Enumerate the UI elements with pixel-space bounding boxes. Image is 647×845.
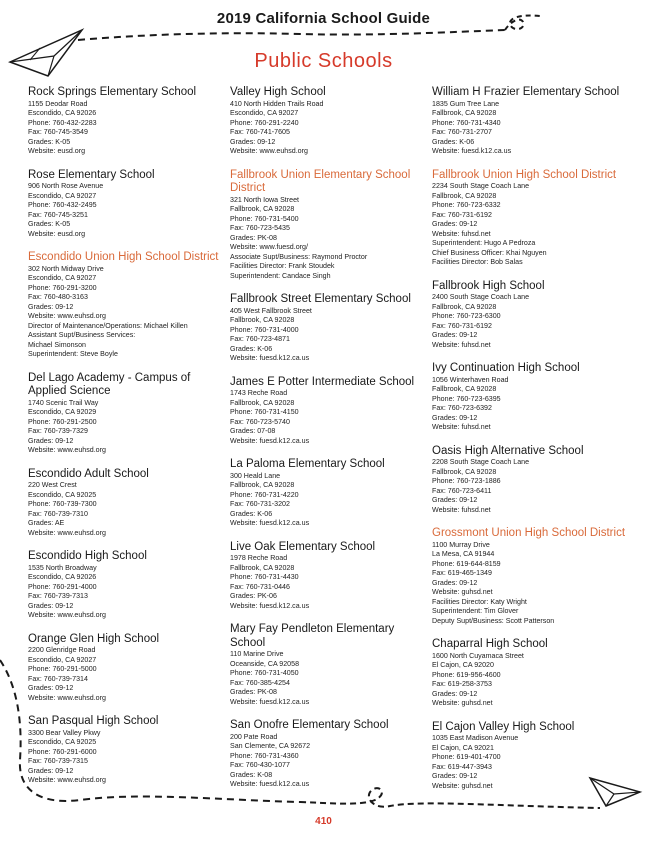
detail-line: Grades: K-08 [230, 770, 273, 779]
entry-details [432, 652, 632, 709]
district-entry [432, 527, 632, 626]
school-entry [432, 445, 632, 516]
school-name: Orange Glen High School [28, 632, 160, 645]
detail-line: Phone: 760-291-6000 [28, 747, 97, 756]
detail-line: Website: www.euhsd.org [28, 446, 106, 454]
school-entry [28, 169, 228, 240]
school-name: Valley High School [230, 86, 326, 98]
detail-line: Website: www.euhsd.org [28, 611, 106, 619]
entry-details [28, 729, 228, 786]
district-name: Fallbrook Union Elementary School District [230, 168, 411, 194]
detail-line: Grades: 09-12 [432, 413, 478, 422]
entry-details [230, 650, 430, 707]
entry-details [28, 399, 228, 456]
detail-line: 321 North Iowa Street [230, 195, 300, 204]
school-entry [28, 372, 228, 456]
school-entry [230, 623, 430, 707]
school-entry [28, 550, 228, 621]
detail-line: Fax: 760-480-3163 [28, 293, 88, 301]
detail-line: Fallbrook, CA 92028 [432, 467, 497, 476]
column-3 [432, 86, 632, 803]
detail-line: Fax: 760-731-6192 [432, 321, 492, 330]
detail-line: Website: www.euhsd.org [28, 312, 106, 320]
detail-line: Website: www.euhsd.org [28, 776, 106, 784]
detail-line: Grades: K-05 [28, 220, 71, 228]
detail-line: Escondido, CA 92026 [28, 109, 97, 117]
entry-details [432, 293, 632, 350]
detail-line: Fax: 760-430-1077 [230, 761, 290, 769]
detail-line: Phone: 760-723-6395 [432, 394, 501, 403]
detail-line: 1535 North Broadway [28, 563, 97, 572]
entry-details [28, 564, 228, 621]
detail-line: 2234 South Stage Coach Lane [432, 182, 530, 190]
detail-line: 300 Heald Lane [230, 471, 281, 480]
school-name: San Pasqual High School [28, 715, 159, 727]
detail-line: Website: www.euhsd.org [28, 528, 106, 537]
detail-line: Website: fuesd.k12.ca.us [230, 436, 310, 445]
entry-details [432, 734, 632, 791]
district-entry [432, 169, 632, 268]
school-name: Escondido Adult School [28, 467, 149, 480]
detail-line: Fax: 760-723-6392 [432, 404, 492, 412]
detail-line: 1743 Reche Road [230, 389, 288, 397]
entry-details [230, 554, 430, 611]
detail-line: 405 West Fallbrook Street [230, 306, 312, 315]
entry-details [432, 100, 632, 157]
column-1 [28, 86, 228, 798]
detail-line: Fallbrook, CA 92028 [432, 385, 497, 393]
school-name: Del Lago Academy - Campus of Applied Science [28, 371, 191, 397]
detail-line: Fax: 760-731-3202 [230, 500, 290, 508]
detail-line: Website: fuhsd.net [432, 340, 491, 349]
detail-line: Grades: 09-12 [432, 496, 478, 504]
school-entry [230, 719, 430, 790]
detail-line: Fax: 760-741-7605 [230, 128, 290, 136]
entry-details [28, 265, 228, 360]
school-name: La Paloma Elementary School [230, 458, 385, 470]
entry-details [230, 307, 430, 364]
detail-line: La Mesa, CA 91944 [432, 550, 495, 558]
detail-line: 2400 South Stage Coach Lane [432, 293, 530, 301]
detail-line: Fax: 619-447-3943 [432, 762, 492, 771]
school-name: Fallbrook High School [432, 279, 545, 292]
detail-line: El Cajon, CA 92021 [432, 743, 494, 752]
detail-line: 110 Marine Drive [230, 650, 284, 658]
detail-line: Website: fuesd.k12.ca.us [230, 601, 310, 610]
detail-line: Website: www.fuesd.org/ [230, 243, 308, 251]
detail-line: Website: fuesd.k12.ca.us [230, 780, 310, 788]
detail-line: 1978 Reche Road [230, 554, 288, 562]
detail-line: 2208 South Stage Coach Lane [432, 458, 530, 466]
detail-line: Website: www.euhsd.org [230, 147, 308, 155]
detail-line: Website: fuesd.k12.ca.us [230, 697, 310, 706]
detail-line: Facilities Director: Bob Salas [432, 258, 523, 266]
detail-line: Website: fuesd.k12.ca.us [432, 147, 512, 155]
column-2 [230, 86, 430, 802]
school-entry [230, 293, 430, 364]
school-entry [432, 280, 632, 351]
detail-line: Facilities Director: Katy Wright [432, 597, 527, 606]
detail-line: Associate Supt/Business: Raymond Proctor [230, 252, 368, 261]
detail-line: Grades: 07-08 [230, 427, 276, 435]
detail-line: Fax: 619-465-1349 [432, 569, 492, 577]
school-entry [432, 638, 632, 709]
entry-details [230, 472, 430, 529]
detail-line: Grades: 09-12 [432, 331, 478, 339]
school-entry [230, 86, 430, 157]
detail-line: Website: eusd.org [28, 147, 86, 155]
entry-details [28, 646, 228, 703]
entry-details [432, 458, 632, 515]
detail-line: Phone: 760-291-3200 [28, 283, 97, 292]
detail-line: Grades: K-06 [230, 509, 273, 518]
entry-details [28, 481, 228, 538]
detail-line: Fallbrook, CA 92028 [432, 302, 497, 311]
school-name: Rose Elementary School [28, 168, 155, 181]
detail-line: 1740 Scenic Trail Way [28, 398, 99, 407]
district-name: Fallbrook Union High School District [432, 168, 617, 181]
detail-line: Phone: 760-291-2500 [28, 417, 97, 426]
detail-line: Website: fuesd.k12.ca.us [230, 354, 310, 362]
detail-line: Grades: 09-12 [28, 601, 74, 610]
detail-line: Phone: 760-432-2283 [28, 118, 97, 127]
detail-line: Escondido, CA 92027 [28, 274, 97, 282]
detail-line: 1600 North Cuyamaca Street [432, 651, 524, 660]
detail-line: Phone: 760-731-4000 [230, 325, 299, 334]
detail-line: 200 Pate Road [230, 732, 278, 741]
detail-line: Fallbrook, CA 92028 [230, 316, 295, 324]
school-entry [432, 362, 632, 433]
school-name: San Onofre Elementary School [230, 719, 389, 731]
detail-line: Grades: 09-12 [28, 684, 74, 692]
detail-line: Grades: K-06 [230, 344, 273, 353]
detail-line: Grades: K-06 [432, 137, 475, 146]
detail-line: Fax: 760-385-4254 [230, 678, 290, 687]
entry-details [28, 182, 228, 239]
detail-line: Fax: 760-731-0446 [230, 582, 290, 591]
detail-line: Website: guhsd.net [432, 781, 493, 790]
detail-line: Fallbrook, CA 92028 [432, 191, 497, 200]
detail-line: Website: fuhsd.net [432, 505, 491, 514]
detail-line: Grades: AE [28, 519, 65, 527]
section-title: Public Schools [254, 50, 393, 72]
detail-line: Fax: 760-723-6411 [432, 486, 492, 495]
detail-line: Grades: PK-08 [230, 688, 277, 696]
school-entry [230, 458, 430, 529]
detail-line: Chief Business Officer: Khai Nguyen [432, 248, 547, 257]
detail-line: Phone: 760-731-4430 [230, 573, 299, 581]
school-name: Escondido High School [28, 550, 147, 562]
entry-details [432, 376, 632, 433]
detail-line: Superintendent: Tim Glover [432, 607, 519, 615]
district-name: Grossmont Union High School District [432, 527, 626, 539]
school-name: Oasis High Alternative School [432, 444, 584, 457]
detail-line: Grades: PK-08 [230, 233, 277, 242]
detail-line: Grades: 09-12 [432, 689, 478, 698]
entry-details [230, 196, 430, 282]
detail-line: Fax: 760-739-7315 [28, 757, 88, 765]
detail-line: Fax: 760-745-3549 [28, 128, 88, 136]
dashed-path-top [78, 30, 505, 40]
guide-title: 2019 California School Guide [216, 10, 431, 27]
school-entry [432, 86, 632, 157]
school-name: James E Potter Intermediate School [230, 375, 415, 388]
school-name: Live Oak Elementary School [230, 540, 376, 553]
page-number: 410 [315, 816, 332, 827]
detail-line: Phone: 619-401-4700 [432, 753, 501, 761]
school-entry [230, 541, 430, 612]
detail-line: Director of Maintenance/Operations: Michael Killen [28, 321, 188, 330]
detail-line: Fax: 760-723-4871 [230, 335, 290, 343]
detail-line: Fallbrook, CA 92028 [432, 109, 497, 117]
detail-line: Fax: 760-723-5740 [230, 417, 290, 426]
detail-line: Grades: K-05 [28, 137, 71, 146]
detail-line: Deputy Supt/Business: Scott Patterson [432, 616, 555, 625]
detail-line: Grades: 09-12 [28, 436, 74, 445]
detail-line: Phone: 619-644-8159 [432, 559, 501, 568]
detail-line: Website: guhsd.net [432, 588, 493, 596]
detail-line: Phone: 760-731-4340 [432, 118, 501, 127]
entry-details [432, 541, 632, 627]
detail-line: Phone: 760-731-4050 [230, 669, 299, 677]
detail-line: Superintendent: Hugo A Pedroza [432, 239, 536, 247]
detail-line: 1100 Murray Drive [432, 540, 490, 549]
detail-line: Phone: 760-739-7300 [28, 500, 97, 508]
school-name: Rock Springs Elementary School [28, 86, 197, 98]
detail-line: Phone: 760-291-2240 [230, 118, 299, 127]
detail-line: Escondido, CA 92027 [28, 191, 97, 200]
detail-line: Grades: 09-12 [432, 220, 478, 228]
detail-line: Website: fuhsd.net [432, 423, 491, 431]
detail-line: Phone: 760-723-6332 [432, 201, 501, 209]
detail-line: Phone: 619-956-4600 [432, 670, 501, 679]
detail-line: Facilities Director: Frank Stoudek [230, 262, 335, 270]
detail-line: 220 West Crest [28, 481, 77, 489]
detail-line: Assistant Supt/Business Services: [28, 331, 136, 339]
entry-details [230, 389, 430, 446]
detail-line: Fallbrook, CA 92028 [230, 205, 295, 213]
detail-line: Fax: 760-739-7329 [28, 427, 88, 435]
detail-line: Grades: 09-12 [432, 772, 478, 780]
district-name: Escondido Union High School District [28, 251, 219, 263]
detail-line: Grades: 09-12 [28, 766, 74, 775]
detail-line: Phone: 760-731-5400 [230, 214, 299, 223]
detail-line: Grades: 09-12 [230, 137, 276, 146]
entry-details [432, 182, 632, 268]
detail-line: 1835 Gum Tree Lane [432, 99, 500, 108]
detail-line: Phone: 760-432-2495 [28, 201, 97, 209]
detail-line: Phone: 760-731-4220 [230, 490, 299, 499]
detail-line: El Cajon, CA 92020 [432, 661, 494, 669]
detail-line: Website: fuesd.k12.ca.us [230, 519, 310, 527]
detail-line: Phone: 760-731-4360 [230, 751, 299, 760]
detail-line: Website: eusd.org [28, 229, 86, 238]
school-entry [230, 376, 430, 447]
detail-line: Escondido, CA 92029 [28, 408, 97, 416]
detail-line: 3300 Bear Valley Pkwy [28, 728, 101, 737]
detail-line: Fallbrook, CA 92028 [230, 398, 295, 407]
detail-line: 1155 Deodar Road [28, 99, 88, 108]
detail-line: 2200 Glenridge Road [28, 646, 96, 654]
school-entry [28, 468, 228, 539]
detail-line: Website: www.euhsd.org [28, 693, 106, 702]
school-entry [432, 721, 632, 792]
detail-line: Fax: 760-731-6192 [432, 210, 492, 219]
detail-line: 410 North Hidden Trails Road [230, 99, 324, 108]
detail-line: Fax: 760-731-2707 [432, 128, 492, 136]
detail-line: Fax: 760-723-5435 [230, 224, 290, 232]
detail-line: Escondido, CA 92025 [28, 490, 97, 499]
detail-line: Escondido, CA 92026 [28, 573, 97, 581]
detail-line: Escondido, CA 92025 [28, 738, 97, 746]
entry-details [230, 733, 430, 790]
detail-line: 302 North Midway Drive [28, 264, 104, 273]
detail-line: Phone: 760-291-4000 [28, 582, 97, 591]
detail-line: Fax: 760-739-7310 [28, 509, 88, 518]
entry-details [230, 100, 430, 157]
detail-line: Fax: 760-745-3251 [28, 210, 88, 219]
school-name: Ivy Continuation High School [432, 362, 580, 374]
detail-line: 906 North Rose Avenue [28, 182, 104, 190]
school-name: El Cajon Valley High School [432, 720, 575, 733]
detail-line: Phone: 760-291-5000 [28, 665, 97, 673]
detail-line: Oceanside, CA 92058 [230, 659, 300, 668]
detail-line: Phone: 760-723-6300 [432, 312, 501, 320]
entry-details [28, 100, 228, 157]
detail-line: Escondido, CA 92027 [28, 655, 97, 664]
detail-line: Superintendent: Steve Boyle [28, 350, 118, 358]
detail-line: Phone: 760-731-4150 [230, 408, 299, 416]
school-name: William H Frazier Elementary School [432, 86, 620, 98]
detail-line: Grades: 09-12 [28, 302, 74, 311]
district-entry [28, 251, 228, 360]
detail-line: 1056 Winterhaven Road [432, 375, 509, 384]
detail-line: Website: fuhsd.net [432, 229, 491, 238]
detail-line: Phone: 760-723-1886 [432, 477, 501, 485]
school-entry [28, 86, 228, 157]
detail-line: Fax: 760-739-7314 [28, 674, 88, 683]
detail-line: San Clemente, CA 92672 [230, 742, 311, 750]
school-entry [28, 633, 228, 704]
detail-line: Superintendent: Candace Singh [230, 271, 331, 280]
school-name: Chaparral High School [432, 638, 548, 650]
detail-line: Grades: PK-06 [230, 592, 277, 600]
school-name: Mary Fay Pendleton Elementary School [230, 623, 395, 649]
detail-line: Fax: 760-739-7313 [28, 592, 88, 600]
detail-line: 1035 East Madison Avenue [432, 734, 519, 742]
detail-line: Michael Simonson [28, 340, 86, 349]
detail-line: Escondido, CA 92027 [230, 109, 299, 117]
detail-line: Fallbrook, CA 92028 [230, 563, 295, 572]
district-entry [230, 169, 430, 282]
school-entry [28, 715, 228, 786]
detail-line: Fallbrook, CA 92028 [230, 481, 295, 489]
detail-line: Grades: 09-12 [432, 578, 478, 587]
school-name: Fallbrook Street Elementary School [230, 293, 411, 305]
detail-line: Website: guhsd.net [432, 699, 493, 707]
detail-line: Fax: 619-258-3753 [432, 680, 492, 688]
